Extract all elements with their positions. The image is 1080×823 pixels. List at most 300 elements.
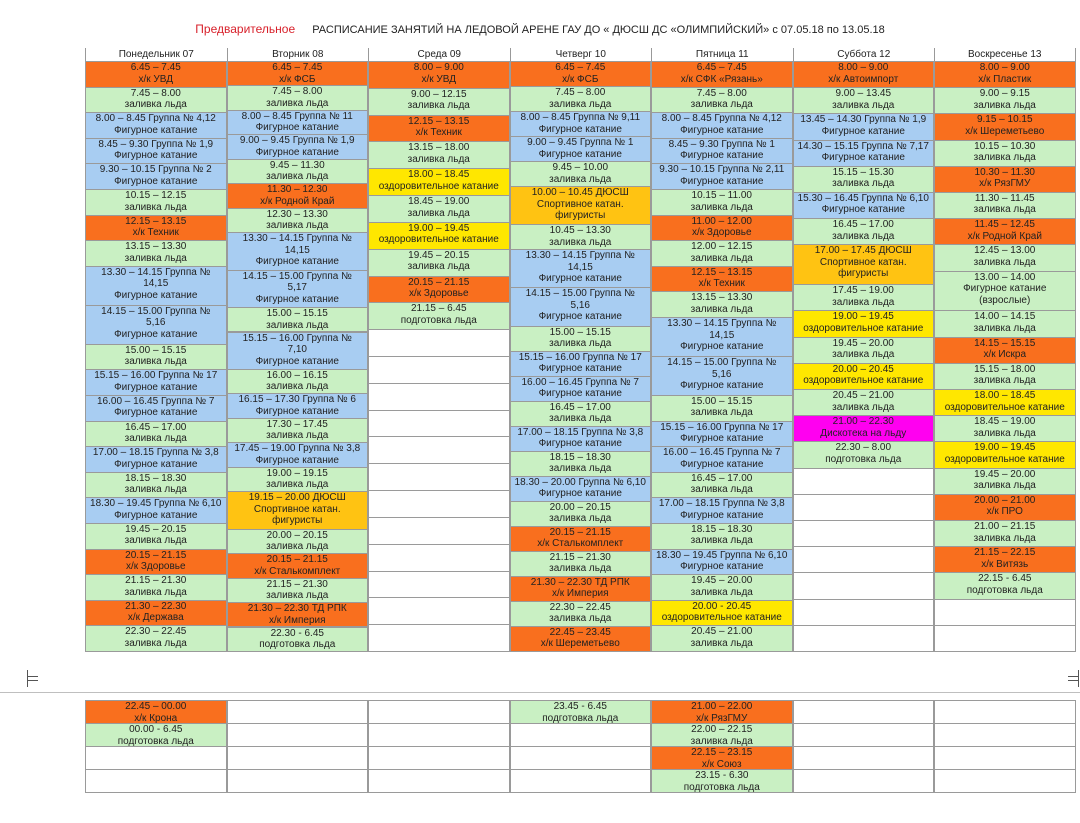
session-time: 8.00 – 8.45 Группа № 4,12 (95, 113, 216, 125)
session-label: заливка льда (549, 338, 612, 350)
session-label: подготовка льда (259, 639, 336, 650)
session-label: заливка льда (690, 735, 753, 747)
session-time: 14.00 – 14.15 (974, 311, 1036, 323)
empty-cell (368, 490, 510, 518)
session-label: фигуристы (555, 210, 606, 222)
schedule-cell (934, 572, 1076, 599)
schedule-cell (651, 266, 793, 293)
schedule-cell (651, 317, 793, 357)
schedule-cell (510, 601, 652, 627)
session-time: 12.00 – 12.15 (691, 241, 753, 253)
empty-cell (793, 520, 935, 547)
empty-cell (793, 572, 935, 599)
schedule-cell (368, 195, 510, 223)
schedule-cell (368, 88, 510, 116)
session-label: заливка льда (266, 97, 329, 109)
schedule-cell (85, 395, 227, 422)
empty-cell (368, 436, 510, 464)
schedule-cell (651, 356, 793, 396)
session-time: 20.00 - 20.45 (692, 600, 752, 612)
session-label: Фигурное катание (114, 407, 198, 419)
session-label: х/к Пластик (978, 73, 1032, 85)
session-label: заливка льда (549, 563, 612, 575)
schedule-cell (651, 138, 793, 165)
schedule-cell (85, 600, 227, 627)
session-time: 17.00 – 18.15 Группа № 3,8 (517, 426, 644, 438)
session-label: подготовка льда (966, 584, 1043, 596)
schedule-cell (651, 61, 793, 88)
session-time: 7.45 – 8.00 (696, 87, 747, 99)
schedule-cell (227, 332, 369, 370)
session-time: 21.00 – 22.30 (832, 416, 894, 428)
schedule-cell (651, 523, 793, 550)
session-time: 19.00 – 19.45 (408, 222, 470, 234)
day-header: Понедельник 07 (85, 48, 227, 61)
day-header-row (85, 48, 1076, 61)
session-label: заливка льда (549, 173, 612, 185)
schedule-cell (793, 192, 935, 219)
schedule-cell (510, 376, 652, 402)
schedule-cell (227, 369, 369, 394)
session-time: 13.30 – 14.15 Группа № (525, 250, 635, 262)
schedule-cell (934, 546, 1076, 573)
session-label: заливка льда (266, 381, 329, 393)
schedule-cell (651, 723, 793, 747)
schedule-cell (510, 401, 652, 427)
schedule-cell (651, 472, 793, 499)
schedule-cell (227, 418, 369, 443)
session-label: 5,16 (570, 299, 590, 311)
session-label: заливка льда (549, 236, 612, 248)
session-time: 6.45 – 7.45 (696, 62, 747, 73)
session-label: оздоровительное катание (661, 612, 782, 624)
empty-cell (368, 329, 510, 357)
schedule-cell (651, 163, 793, 190)
session-label: Спортивное катан. (253, 503, 341, 515)
session-time: 8.00 – 9.00 (979, 62, 1030, 73)
schedule-cell (793, 166, 935, 193)
session-label: 5,16 (146, 317, 166, 329)
page-title (0, 22, 1080, 36)
session-time: 19.45 – 20.15 (125, 523, 187, 535)
empty-cell (227, 700, 369, 724)
session-label: заливка льда (832, 349, 895, 361)
session-time: 19.45 – 20.15 (408, 249, 470, 261)
session-time: 18.00 – 18.45 (974, 390, 1036, 402)
session-label: х/к Шереметьево (540, 638, 620, 650)
session-label: х/к УВД (138, 73, 173, 85)
session-time: 17.00 – 18.15 Группа № 3,8 (92, 447, 219, 459)
session-time: 16.45 – 17.00 (832, 219, 894, 231)
session-time: 20.00 – 20.15 (266, 529, 328, 541)
session-time: 8.00 – 9.00 (838, 62, 889, 73)
session-time: 20.45 – 21.00 (832, 390, 894, 402)
session-time: 23.45 - 6.45 (553, 701, 607, 712)
session-time: 16.45 – 17.00 (691, 472, 753, 484)
session-label: Фигурное катание (114, 175, 198, 187)
schedule-cell (368, 168, 510, 196)
session-time: 19.00 – 19.45 (832, 311, 894, 323)
session-label: х/к Здоровье (125, 561, 186, 573)
session-time: 14.30 – 15.15 Группа № 7,17 (797, 140, 929, 152)
session-label: Фигурное катание (680, 561, 764, 573)
session-label: заливка льда (124, 252, 187, 264)
session-label: заливка льда (832, 401, 895, 413)
schedule-cell (934, 310, 1076, 337)
session-time: 22.00 – 22.15 (691, 724, 753, 735)
session-label: 14,15 (143, 278, 169, 290)
session-label: заливка льда (549, 98, 612, 110)
session-time: 13.00 – 14.00 (974, 271, 1036, 283)
schedule-cell (793, 140, 935, 167)
session-time: 6.45 – 7.45 (555, 62, 606, 73)
session-time: 9.00 – 9.45 Группа № 1 (527, 137, 634, 149)
page-corner-mark (27, 676, 38, 687)
schedule-cell (651, 421, 793, 448)
session-time: 22.30 – 22.45 (549, 601, 611, 613)
session-label: х/к Сталькомплект (537, 538, 624, 550)
schedule-cell (368, 141, 510, 169)
session-time: 15.00 – 15.15 (549, 326, 611, 338)
session-label: Фигурное катание (255, 355, 339, 367)
session-label: х/к Сталькомплект (254, 565, 341, 577)
empty-cell (368, 700, 510, 724)
session-label: х/к Искра (983, 349, 1027, 361)
session-label: Спортивное катан. (819, 256, 907, 268)
session-time: 22.30 – 22.45 (125, 626, 187, 638)
session-label: х/к ФСБ (562, 73, 599, 85)
session-label: Фигурное катание (255, 146, 339, 158)
schedule-cell (934, 61, 1076, 88)
session-time: 9.15 – 10.15 (976, 114, 1033, 126)
schedule-cell (510, 161, 652, 187)
session-label: х/к ФСБ (279, 73, 316, 85)
session-label: заливка льда (690, 99, 753, 111)
session-time: 8.45 – 9.30 Группа № 1 (668, 138, 775, 150)
session-time: 14.15 – 15.15 (974, 337, 1036, 349)
schedule-cell (510, 526, 652, 552)
session-label: заливка льда (973, 427, 1036, 439)
session-time: 15.15 – 16.00 Группа № 17 (660, 421, 784, 433)
day-header: Среда 09 (368, 48, 510, 61)
empty-cell (368, 356, 510, 384)
session-time: 20.15 – 21.15 (549, 526, 611, 538)
session-label: Фигурное катание (255, 454, 339, 466)
session-time: 18.30 – 19.45 Группа № 6,10 (656, 549, 788, 561)
schedule-cell (510, 501, 652, 527)
schedule-cell (85, 723, 227, 747)
empty-cell (793, 494, 935, 521)
schedule-cell (651, 240, 793, 267)
schedule-cell (934, 192, 1076, 219)
schedule-cell (651, 189, 793, 216)
empty-cell (85, 746, 227, 770)
session-label: заливка льда (407, 100, 470, 112)
session-label: Фигурное катание (680, 433, 764, 445)
session-time: 17.00 – 17.45 ДЮСШ (814, 245, 912, 257)
session-label: заливка льда (124, 356, 187, 368)
session-label: Фигурное катание (963, 283, 1047, 295)
session-time: 21.30 – 22.30 ТД РПК (530, 576, 630, 588)
session-label: оздоровительное катание (803, 322, 924, 334)
session-label: подготовка льда (117, 735, 194, 747)
schedule-cell (651, 215, 793, 242)
session-time: 9.30 – 10.15 Группа № 2,11 (659, 164, 785, 176)
schedule-cell (934, 468, 1076, 495)
empty-cell (934, 746, 1076, 770)
session-time: 15.15 – 18.00 (974, 363, 1036, 375)
session-time: 21.15 – 21.30 (125, 575, 187, 587)
title-prefix: Предварительное (195, 22, 296, 36)
empty-cell (368, 544, 510, 572)
session-time: 8.00 – 8.45 Группа № 4,12 (661, 113, 782, 125)
session-time: 18.30 – 19.45 Группа № 6,10 (90, 498, 222, 510)
schedule-cell (793, 218, 935, 245)
schedule-cell (85, 523, 227, 550)
schedule-cell (651, 625, 793, 652)
session-label: х/к ПРО (986, 506, 1023, 518)
session-time: 20.00 – 21.00 (974, 494, 1036, 506)
session-label: заливка льда (973, 375, 1036, 387)
page-divider (0, 692, 1080, 693)
schedule-cell (85, 700, 227, 724)
session-time: 8.00 – 8.45 Группа № 9,11 (520, 112, 641, 124)
session-time: 21.15 – 21.30 (266, 578, 328, 590)
schedule-cell (934, 520, 1076, 547)
session-label: Фигурное катание (114, 328, 198, 340)
session-label: Фигурное катание (821, 152, 905, 164)
schedule-cell (934, 113, 1076, 140)
session-time: 20.00 – 20.45 (832, 363, 894, 375)
session-time: 15.00 – 15.15 (266, 308, 328, 319)
schedule-cell (510, 476, 652, 502)
session-time: 15.00 – 15.15 (125, 344, 187, 356)
day-header: Воскресенье 13 (934, 48, 1076, 61)
session-time: 00.00 - 6.45 (129, 724, 183, 735)
day-header: Четверг 10 (510, 48, 652, 61)
session-label: заливка льда (124, 637, 187, 649)
schedule-cell (85, 625, 227, 652)
schedule-cell (368, 249, 510, 277)
schedule-cell (227, 159, 369, 184)
schedule-cell (510, 136, 652, 162)
session-label: 5,16 (712, 368, 732, 380)
session-time: 11.45 – 12.45 (974, 219, 1035, 231)
session-time: 15.15 – 16.00 Группа № 17 (94, 370, 218, 382)
session-time: 19.45 – 20.00 (832, 337, 894, 349)
empty-cell (368, 769, 510, 793)
schedule-cell (227, 627, 369, 652)
session-label: заливка льда (832, 178, 895, 190)
session-label: х/к Шереметьево (965, 125, 1045, 137)
schedule-cell (934, 87, 1076, 114)
session-time: 18.15 – 18.30 (691, 523, 753, 535)
schedule-cell (510, 326, 652, 352)
session-time: 22.30 – 8.00 (835, 442, 892, 454)
session-time: 20.00 – 20.15 (549, 501, 611, 513)
session-time: 13.15 – 13.30 (691, 292, 753, 304)
session-label: Фигурное катание (255, 293, 339, 305)
schedule-cell (793, 337, 935, 364)
schedule-cell (227, 134, 369, 159)
schedule-cell (934, 244, 1076, 271)
session-label: заливка льда (690, 637, 753, 649)
session-time: 12.30 – 13.30 (266, 208, 328, 220)
schedule-cell (85, 305, 227, 345)
schedule-cell (934, 337, 1076, 364)
session-time: 20.15 – 21.15 (266, 554, 328, 566)
session-label: оздоровительное катание (803, 375, 924, 387)
schedule-cell (227, 110, 369, 135)
session-time: 14.15 – 15.00 Группа № (525, 288, 635, 300)
session-label: заливка льда (973, 480, 1036, 492)
session-label: х/к Техник (698, 278, 745, 290)
session-time: 16.00 – 16.45 Группа № 7 (521, 376, 639, 388)
session-time: 21.15 – 22.15 (974, 547, 1036, 559)
session-label: Фигурное катание (680, 509, 764, 521)
session-label: заливка льда (973, 152, 1036, 164)
schedule-cell (227, 578, 369, 603)
session-time: 16.15 – 17.30 Группа № 6 (238, 394, 356, 406)
session-label: 14,15 (567, 261, 593, 273)
session-label: Спортивное катан. (536, 198, 624, 210)
session-time: 10.30 – 11.30 (974, 166, 1035, 178)
session-label: заливка льда (549, 613, 612, 625)
schedule-cell (368, 115, 510, 143)
session-label: Фигурное катание (538, 388, 622, 400)
session-time: 14.15 – 15.00 Группа № (101, 305, 211, 317)
session-label: заливка льда (407, 207, 470, 219)
session-time: 21.15 – 6.45 (410, 303, 467, 315)
session-time: 18.45 – 19.00 (408, 196, 470, 208)
schedule-cell (85, 138, 227, 165)
session-time: 11.30 – 11.45 (974, 192, 1035, 204)
schedule-cell (227, 467, 369, 492)
schedule-cell (510, 700, 652, 724)
session-time: 15.30 – 16.45 Группа № 6,10 (797, 192, 929, 204)
day-header: Вторник 08 (227, 48, 369, 61)
session-label: заливка льда (124, 484, 187, 496)
session-time: 12.15 – 13.15 (691, 266, 753, 278)
session-time: 9.30 – 10.15 Группа № 2 (99, 164, 212, 176)
session-time: 22.15 - 6.45 (978, 573, 1032, 585)
session-label: х/к СФК «Рязань» (680, 73, 763, 85)
session-time: 19.45 – 20.00 (974, 468, 1036, 480)
schedule-cell (510, 426, 652, 452)
schedule-cell (85, 472, 227, 499)
schedule-cell (368, 276, 510, 304)
schedule-cell (793, 244, 935, 285)
session-label: Фигурное катание (680, 380, 764, 391)
schedule-cell (85, 163, 227, 190)
empty-cell (510, 723, 652, 747)
empty-cell (368, 624, 510, 652)
empty-cell (368, 723, 510, 747)
session-label: (взрослые) (979, 294, 1031, 306)
session-label: Фигурное катание (680, 458, 764, 470)
session-time: 21.00 – 21.15 (974, 521, 1036, 532)
session-time: 10.45 – 13.30 (549, 225, 611, 237)
session-label: Фигурное катание (255, 256, 339, 268)
session-time: 7.45 – 8.00 (130, 87, 181, 99)
schedule-cell (793, 441, 935, 468)
session-label: 5,17 (287, 282, 307, 294)
empty-cell (934, 723, 1076, 747)
schedule-cell (651, 395, 793, 422)
empty-cell (227, 746, 369, 770)
session-label: заливка льда (266, 541, 329, 553)
session-label: Фигурное катание (538, 311, 622, 323)
schedule-cell (510, 111, 652, 137)
session-time: 17.00 – 18.15 Группа № 3,8 (658, 498, 785, 510)
session-time: 7.45 – 8.00 (555, 87, 606, 99)
session-label: Фигурное катание (538, 363, 622, 375)
schedule-cell (651, 549, 793, 576)
session-label: заливка льда (124, 433, 187, 445)
schedule-cell (85, 369, 227, 396)
empty-cell (793, 625, 935, 652)
session-label: Фигурное катание (114, 458, 198, 470)
empty-cell (793, 700, 935, 724)
session-label: заливка льда (690, 303, 753, 315)
session-time: 15.15 – 16.00 Группа № (242, 332, 352, 344)
day-header: Пятница 11 (651, 48, 793, 61)
session-label: х/к Здоровье (691, 227, 752, 239)
session-label: подготовка льда (825, 453, 902, 465)
schedule-cell (85, 497, 227, 524)
schedule-cell (368, 61, 510, 89)
session-time: 17.30 – 17.45 (266, 418, 328, 430)
session-label: заливка льда (124, 535, 187, 547)
session-label: х/к Здоровье (408, 288, 469, 300)
session-time: 13.30 – 14.15 Группа № (667, 318, 777, 330)
schedule-cell (651, 600, 793, 627)
schedule-cell (227, 232, 369, 270)
session-label: х/к РязГМУ (696, 712, 748, 724)
session-time: 9.00 – 9.15 (979, 88, 1030, 100)
session-time: 17.45 – 19.00 (832, 285, 894, 297)
schedule-cell (793, 415, 935, 442)
schedule-cell (510, 287, 652, 326)
session-time: 7.45 – 8.00 (272, 86, 323, 98)
schedule-cell (227, 553, 369, 578)
empty-cell (368, 746, 510, 770)
empty-cell (227, 769, 369, 793)
session-time: 16.00 – 16.45 Группа № 7 (97, 395, 215, 407)
session-label: х/к Техник (415, 127, 462, 139)
schedule-cell (651, 112, 793, 139)
session-time: 9.00 – 13.45 (835, 88, 892, 100)
session-label: х/к Витязь (981, 558, 1029, 570)
empty-cell (793, 769, 935, 793)
session-label: Фигурное катание (680, 341, 764, 353)
session-label: фигуристы (272, 515, 323, 527)
session-time: 10.15 – 12.15 (125, 190, 187, 202)
schedule-cell (368, 222, 510, 250)
session-label: заливка льда (832, 230, 895, 242)
schedule-cell (85, 549, 227, 576)
session-time: 13.15 – 18.00 (408, 142, 470, 154)
session-label: Фигурное катание (255, 122, 339, 134)
schedule-cell (934, 140, 1076, 167)
schedule-cell (227, 270, 369, 308)
schedule-cell (793, 310, 935, 337)
schedule-cell (793, 284, 935, 311)
schedule-cell (85, 574, 227, 601)
session-time: 21.30 – 22.30 ТД РПК (247, 603, 347, 614)
session-label: заливка льда (832, 99, 895, 111)
session-label: Фигурное катание (114, 150, 198, 162)
